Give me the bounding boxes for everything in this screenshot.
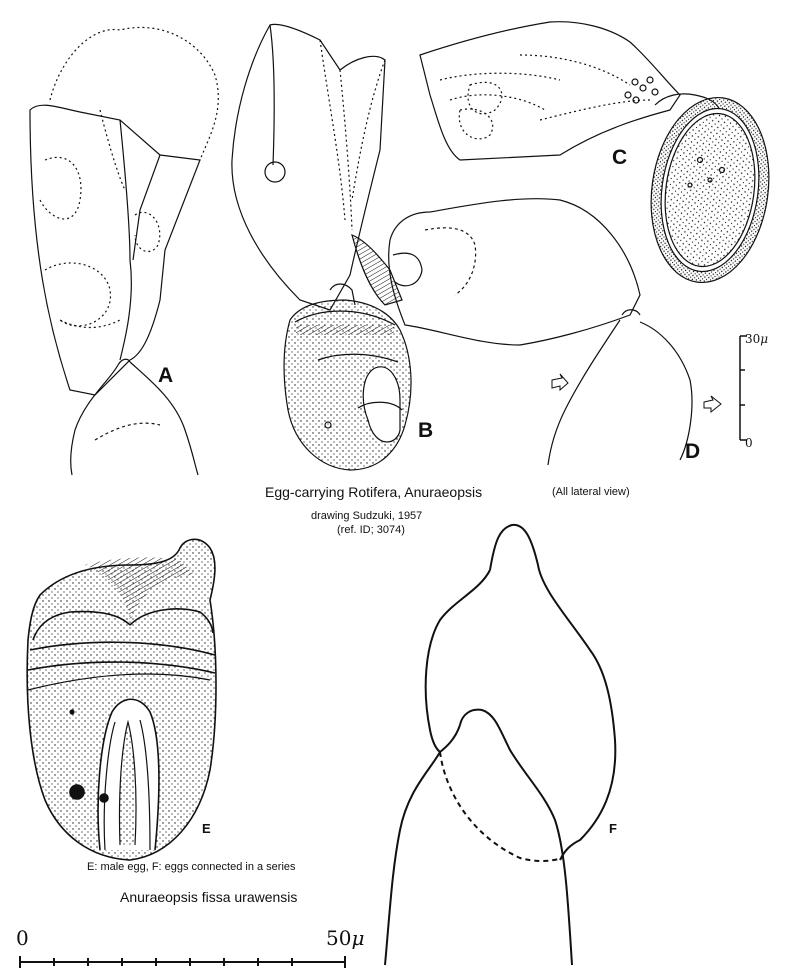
panel-c-drawing (420, 22, 780, 290)
reference-id: (ref. ID; 3074) (337, 524, 405, 536)
scale-bottom-min: 0 (16, 926, 29, 950)
panel-a-drawing (30, 27, 218, 475)
panel-e-drawing (27, 539, 216, 860)
panel-b-drawing (232, 24, 411, 470)
scale-bar-top (704, 336, 747, 440)
drawing-credit: drawing Sudzuki, 1957 (311, 510, 423, 522)
scale-top-unit: μ (760, 332, 769, 346)
scale-top-min: 0 (745, 436, 753, 450)
scale-bottom-max (326, 928, 364, 948)
species-name: Anuraeopsis fissa urawensis (120, 889, 298, 905)
panel-label-d: D (685, 440, 701, 463)
scale-bottom-max-value: 50 (326, 926, 352, 950)
figure-title: Egg-carrying Rotifera, Anuraeopsis (265, 484, 483, 500)
panel-label-e: E (202, 821, 211, 836)
panel-label-b: B (418, 419, 434, 442)
panel-label-c: C (612, 146, 628, 169)
scale-bottom-unit: μ (351, 926, 365, 950)
scale-top-max (745, 333, 768, 345)
scale-top-max-value: 30 (745, 332, 761, 346)
panel-label-a: A (158, 364, 174, 387)
legend-caption: E: male egg, F: eggs connected in a series (87, 861, 296, 873)
scale-bar-bottom (20, 956, 345, 968)
panel-label-f: F (609, 821, 617, 836)
view-note: (All lateral view) (552, 486, 630, 498)
panel-f-drawing (385, 525, 615, 965)
